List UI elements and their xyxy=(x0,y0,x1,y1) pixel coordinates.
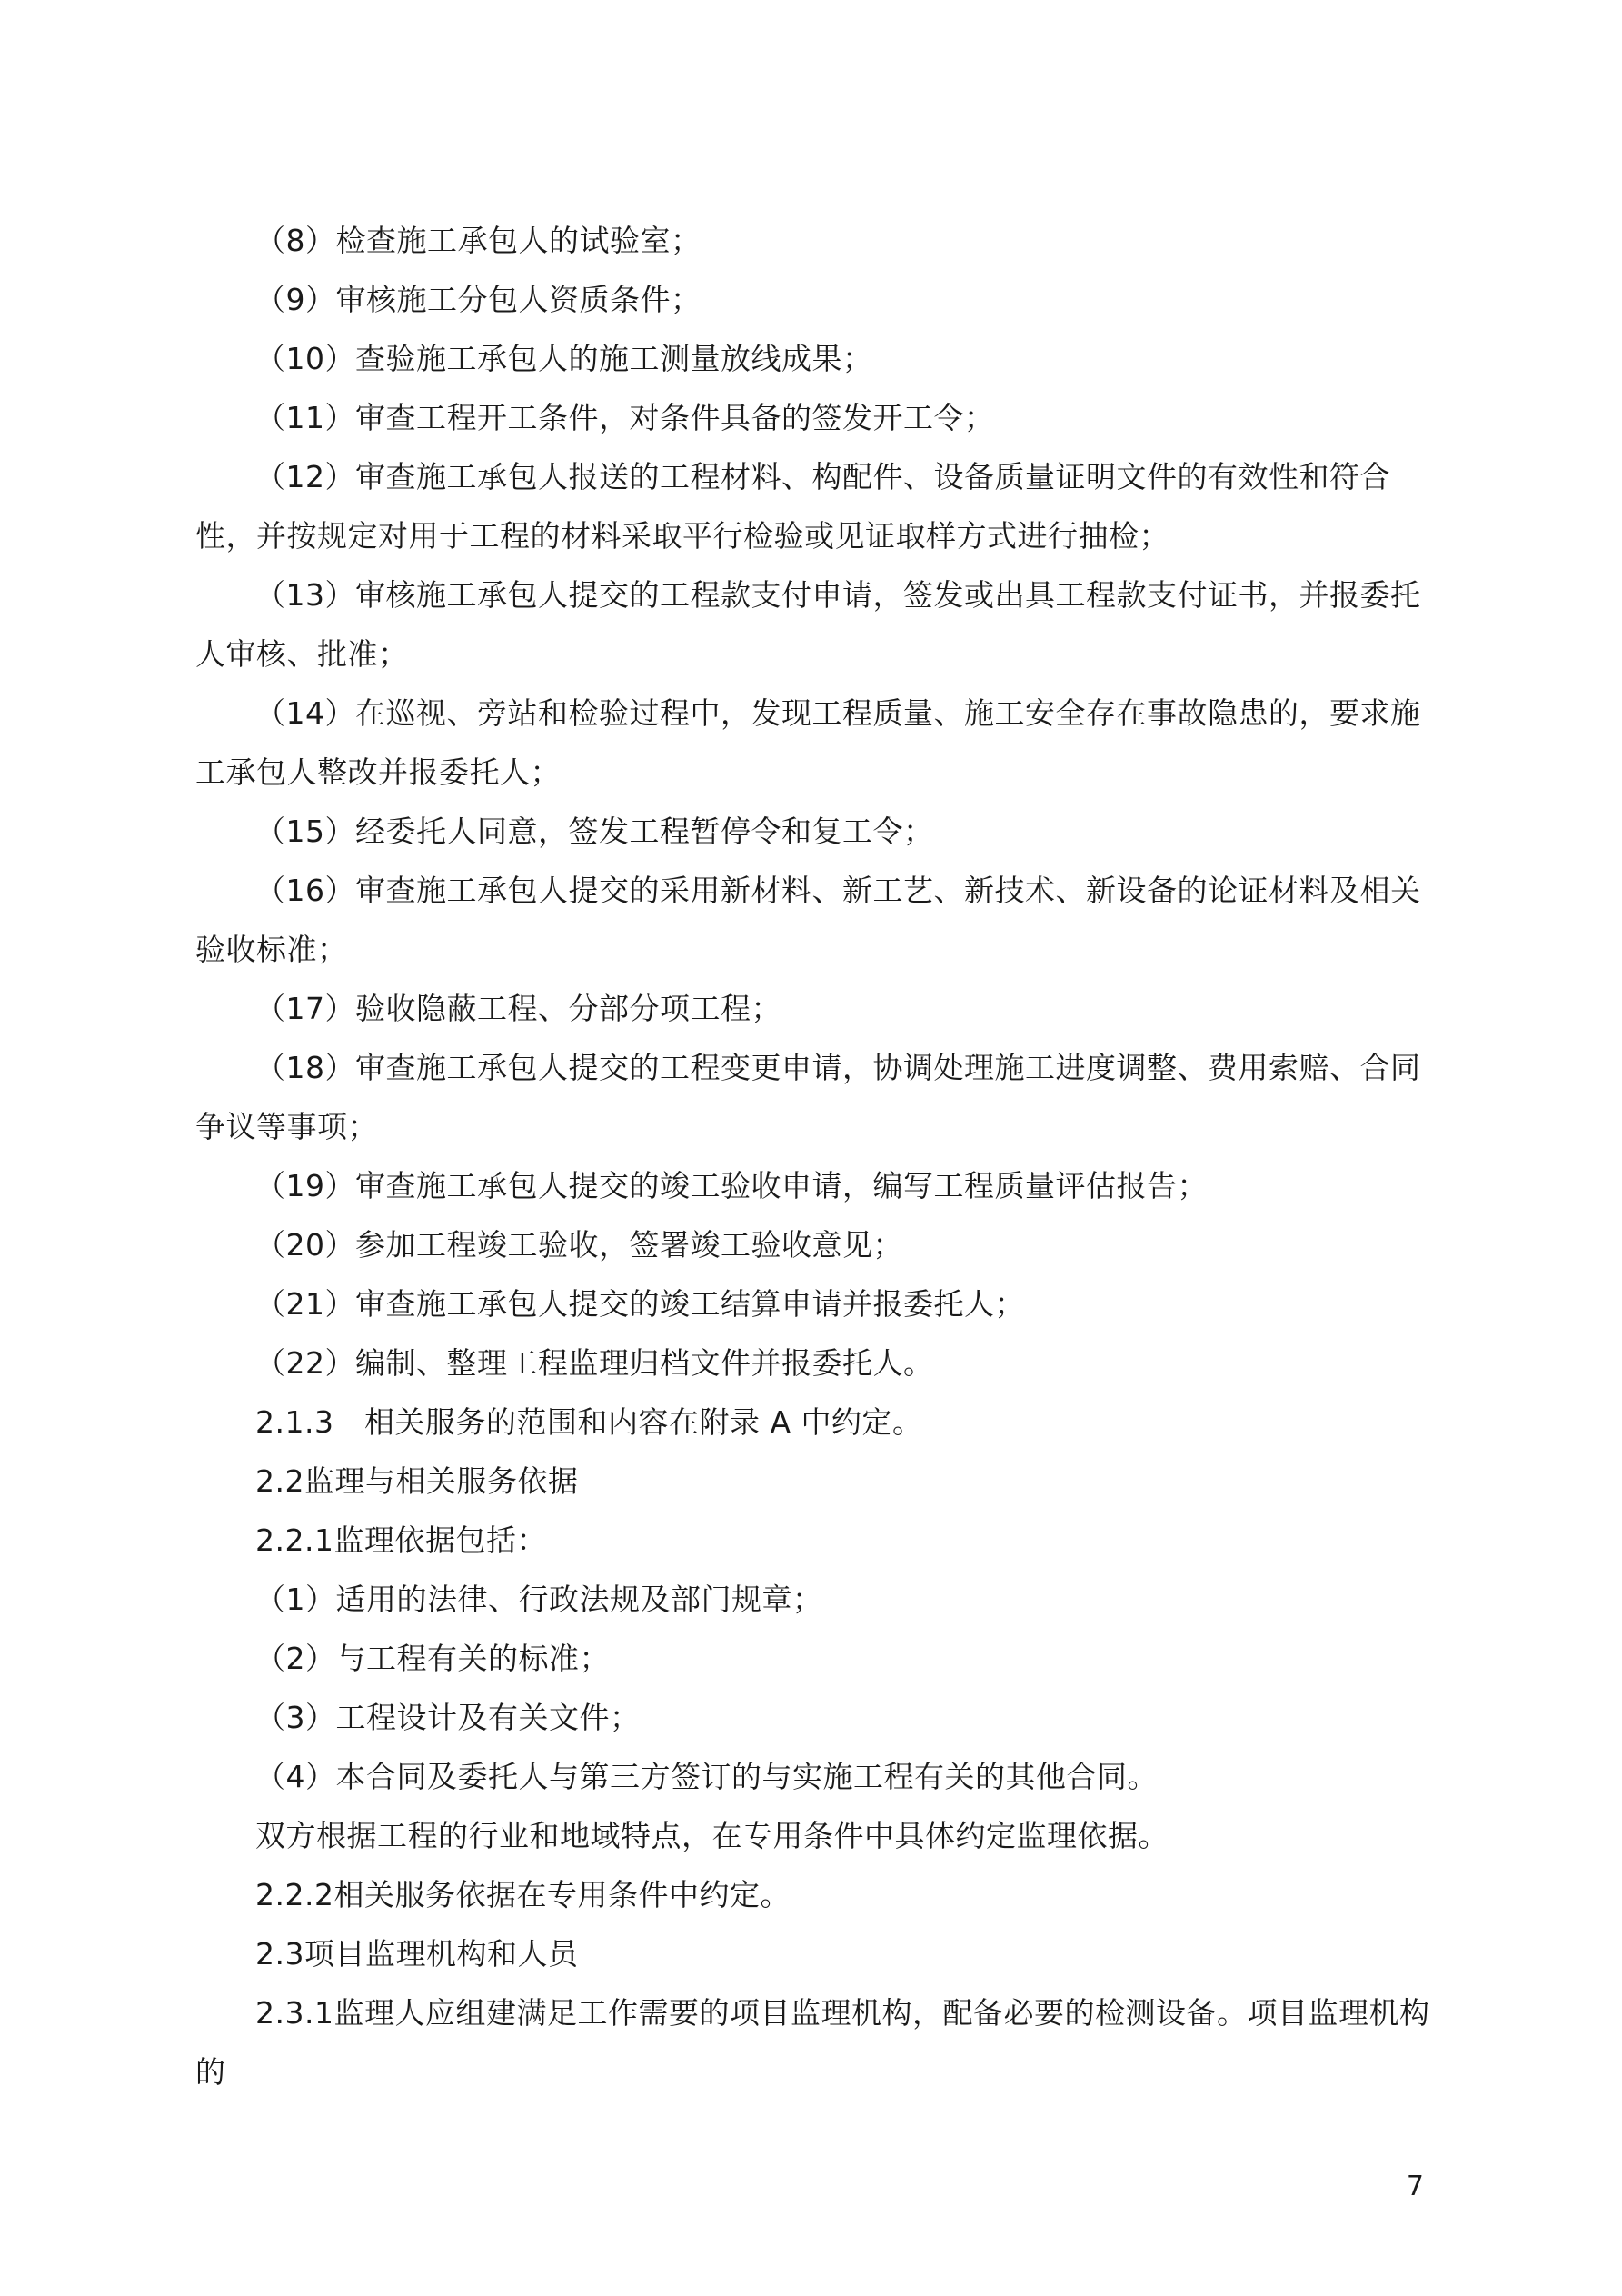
paragraph-item-14: （14）在巡视、旁站和检验过程中，发现工程质量、施工安全存在事故隐患的，要求施工承包人整改并报委托人； xyxy=(195,695,1421,790)
section-2-3-1: 2.3.1监理人应组建满足工作需要的项目监理机构，配备必要的检测设备。项目监理机构的 xyxy=(195,1995,1430,2090)
basis-item-1: （1）适用的法律、行政法规及部门规章； xyxy=(255,1582,823,1617)
paragraph-item-22: （22）编制、整理工程监理归档文件并报委托人。 xyxy=(255,1345,934,1381)
page-number: 7 xyxy=(1406,2171,1424,2202)
paragraph-item-15: （15）经委托人同意，签发工程暂停令和复工令； xyxy=(255,814,934,849)
paragraph-item-19: （19）审查施工承包人提交的竣工验收申请，编写工程质量评估报告； xyxy=(255,1168,1208,1203)
paragraph-item-21: （21）审查施工承包人提交的竣工结算申请并报委托人； xyxy=(255,1286,1025,1322)
paragraph-item-9: （9）审核施工分包人资质条件； xyxy=(255,282,702,317)
paragraph-item-13: （13）审核施工承包人提交的工程款支付申请，签发或出具工程款支付证书，并报委托人审核、批准； xyxy=(195,577,1421,672)
section-heading-2-2-1: 2.2.1监理依据包括： xyxy=(255,1522,547,1558)
section-2-1-3: 2.1.3 相关服务的范围和内容在附录 A 中约定。 xyxy=(255,1404,923,1440)
section-2-2-2: 2.2.2相关服务依据在专用条件中约定。 xyxy=(255,1877,791,1912)
paragraph-item-16: （16）审查施工承包人提交的采用新材料、新工艺、新技术、新设备的论证材料及相关验收标准； xyxy=(195,873,1421,967)
basis-item-2: （2）与工程有关的标准； xyxy=(255,1641,610,1676)
section-heading-2-3: 2.3项目监理机构和人员 xyxy=(255,1936,579,1972)
paragraph-item-18: （18）审查施工承包人提交的工程变更申请，协调处理施工进度调整、费用索赔、合同争议等事项； xyxy=(195,1050,1421,1144)
basis-item-4: （4）本合同及委托人与第三方签订的与实施工程有关的其他合同。 xyxy=(255,1759,1158,1794)
basis-note: 双方根据工程的行业和地域特点，在专用条件中具体约定监理依据。 xyxy=(255,1818,1169,1853)
document-body xyxy=(195,211,1440,2101)
paragraph-item-11: （11）审查工程开工条件，对条件具备的签发开工令； xyxy=(255,400,995,435)
paragraph-item-8: （8）检查施工承包人的试验室； xyxy=(255,223,702,258)
paragraph-item-12: （12）审查施工承包人报送的工程材料、构配件、设备质量证明文件的有效性和符合性，并按规定对用于工程的材料采取平行检验或见证取样方式进行抽检； xyxy=(195,459,1390,554)
basis-item-3: （3）工程设计及有关文件； xyxy=(255,1700,641,1735)
paragraph-item-10: （10）查验施工承包人的施工测量放线成果； xyxy=(255,341,873,376)
paragraph-item-17: （17）验收隐蔽工程、分部分项工程； xyxy=(255,991,781,1026)
section-heading-2-2: 2.2监理与相关服务依据 xyxy=(255,1463,579,1499)
paragraph-item-20: （20）参加工程竣工验收，签署竣工验收意见； xyxy=(255,1227,903,1263)
